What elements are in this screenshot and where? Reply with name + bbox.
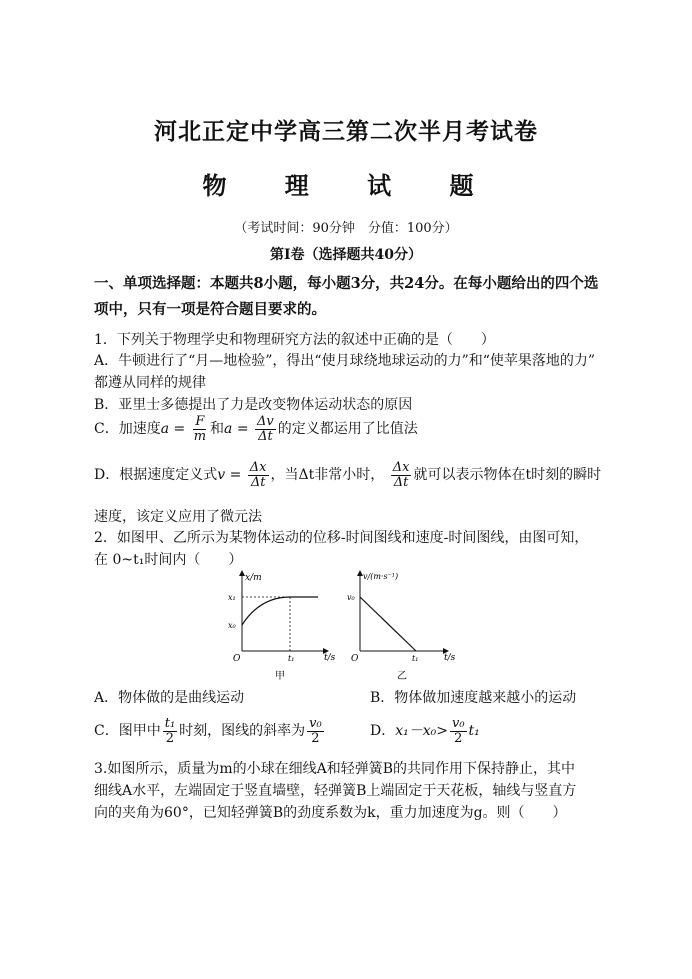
q1-option-a-cont: 都遵从同样的规律 bbox=[94, 375, 206, 391]
q1-d-eq: v = bbox=[217, 467, 242, 484]
y-axis-label: v/(m·s⁻¹) bbox=[363, 572, 399, 581]
frac-numerator: Δx bbox=[392, 460, 410, 475]
graph-jia bbox=[222, 567, 352, 685]
q1-d-frac bbox=[248, 461, 269, 489]
q1-stem: 1．下列关于物理学史和物理研究方法的叙述中正确的是（ ） bbox=[94, 332, 495, 348]
frac-denominator: Δt bbox=[393, 474, 409, 490]
q1-c-and: 和 bbox=[210, 421, 225, 438]
q2-c-mid: 时刻，图线的斜率为 bbox=[179, 723, 306, 740]
origin-label: O bbox=[233, 654, 241, 664]
q2-d-expr: x₁－x₀> bbox=[395, 723, 448, 740]
q2-d-frac bbox=[450, 717, 467, 745]
q1-option-b: B．亚里士多德提出了力是改变物体运动状态的原因 bbox=[94, 397, 413, 413]
q1-c-frac-dv-dt bbox=[255, 415, 276, 443]
q3-line2: 细线A水平，左端固定于竖直墙壁，轻弹簧B上端固定于天花板，轴线与竖直方 bbox=[94, 783, 577, 799]
q2-option-d bbox=[370, 717, 480, 745]
q2-c-frac-v0 bbox=[307, 717, 324, 745]
x1-label: x₁ bbox=[228, 593, 236, 602]
y-axis-label: x/m bbox=[245, 573, 262, 583]
q2-stem-line1: 2．如图甲、乙所示为某物体运动的位移-时间图线和速度-时间图线，由图可知， bbox=[94, 530, 589, 546]
frac-numerator: t₁ bbox=[164, 716, 176, 731]
q3-line1: 3.如图所示，质量为m的小球在细线A和轻弹簧B的共同作用下保持静止，其中 bbox=[94, 761, 576, 777]
x-axis-label: t/s bbox=[444, 653, 456, 663]
x-axis-label: t/s bbox=[324, 653, 336, 663]
q1-d-prefix: D．根据速度定义式 bbox=[94, 467, 218, 484]
v-t-line bbox=[360, 597, 416, 651]
q1-d-suffix: 就可以表示物体在t时刻的瞬时 bbox=[413, 467, 602, 484]
q3-line3: 向的夹角为60°，已知轻弹簧B的劲度系数为k，重力加速度为g。则（ ） bbox=[94, 805, 567, 821]
graph-jia-caption: 甲 bbox=[275, 671, 285, 682]
q1-c-prefix: C．加速度 bbox=[94, 421, 161, 438]
section-instruction-line1: 一、单项选择题：本题共8小题，每小题3分，共24分。在每小题给出的四个选 bbox=[94, 275, 599, 292]
q1-option-a: A．牛顿进行了“月—地检验”，得出“使月球绕地球运动的力”和“使苹果落地的力” bbox=[94, 353, 596, 369]
x0-label: x₀ bbox=[228, 621, 236, 630]
q1-c-suffix: 的定义都运用了比值法 bbox=[277, 421, 418, 438]
t1-label: t₁ bbox=[288, 654, 295, 663]
x-t-curve bbox=[242, 597, 318, 625]
q1-c-eq1: a = bbox=[160, 421, 186, 438]
q1-c-frac-f-m bbox=[192, 415, 208, 443]
q1-option-d bbox=[94, 461, 601, 489]
section-instruction-line2: 项中，只有一项是符合题目要求的。 bbox=[94, 301, 326, 318]
frac-denominator: 2 bbox=[311, 730, 320, 746]
q2-option-c bbox=[94, 717, 326, 745]
origin-label: O bbox=[351, 654, 359, 664]
q1-c-eq2: a = bbox=[224, 421, 249, 438]
frac-denominator: 2 bbox=[165, 730, 175, 746]
exam-title: 河北正定中学高三第二次半月考试卷 bbox=[154, 118, 538, 145]
q2-option-b: B．物体做加速度越来越小的运动 bbox=[370, 690, 577, 706]
subject-title: 物 理 试 题 bbox=[202, 171, 490, 200]
frac-numerator: v₀ bbox=[309, 716, 322, 731]
graph-yi bbox=[340, 567, 465, 685]
frac-numerator: v₀ bbox=[451, 716, 465, 731]
q2-c-frac-t1 bbox=[163, 717, 177, 745]
t1-label: t₁ bbox=[412, 654, 419, 663]
part-title: 第Ⅰ卷（选择题共40分） bbox=[269, 247, 423, 263]
frac-denominator: m bbox=[193, 428, 207, 444]
q1-option-d-cont: 速度，该定义应用了微元法 bbox=[94, 509, 262, 525]
frac-denominator: 2 bbox=[454, 730, 463, 746]
q1-option-c bbox=[94, 415, 418, 443]
q2-d-prefix: D． bbox=[370, 723, 396, 740]
v0-label: v₀ bbox=[347, 593, 355, 602]
q2-stem-line2: 在 0~t₁时间内（ ） bbox=[94, 552, 243, 568]
frac-numerator: Δv bbox=[257, 414, 274, 429]
exam-info: （考试时间：90分钟 分值：100分） bbox=[234, 221, 458, 236]
q2-c-prefix: C．图甲中 bbox=[94, 723, 161, 740]
frac-numerator: Δx bbox=[249, 460, 267, 475]
q2-d-suffix: t₁ bbox=[468, 723, 480, 740]
frac-denominator: Δt bbox=[250, 474, 266, 490]
q1-d-frac2 bbox=[391, 461, 412, 489]
frac-denominator: Δt bbox=[258, 428, 273, 444]
q1-d-mid: ，当Δt非常小时， bbox=[270, 467, 385, 484]
graph-yi-caption: 乙 bbox=[397, 671, 407, 682]
q2-option-a: A．物体做的是曲线运动 bbox=[94, 690, 245, 706]
frac-numerator: F bbox=[195, 414, 205, 429]
